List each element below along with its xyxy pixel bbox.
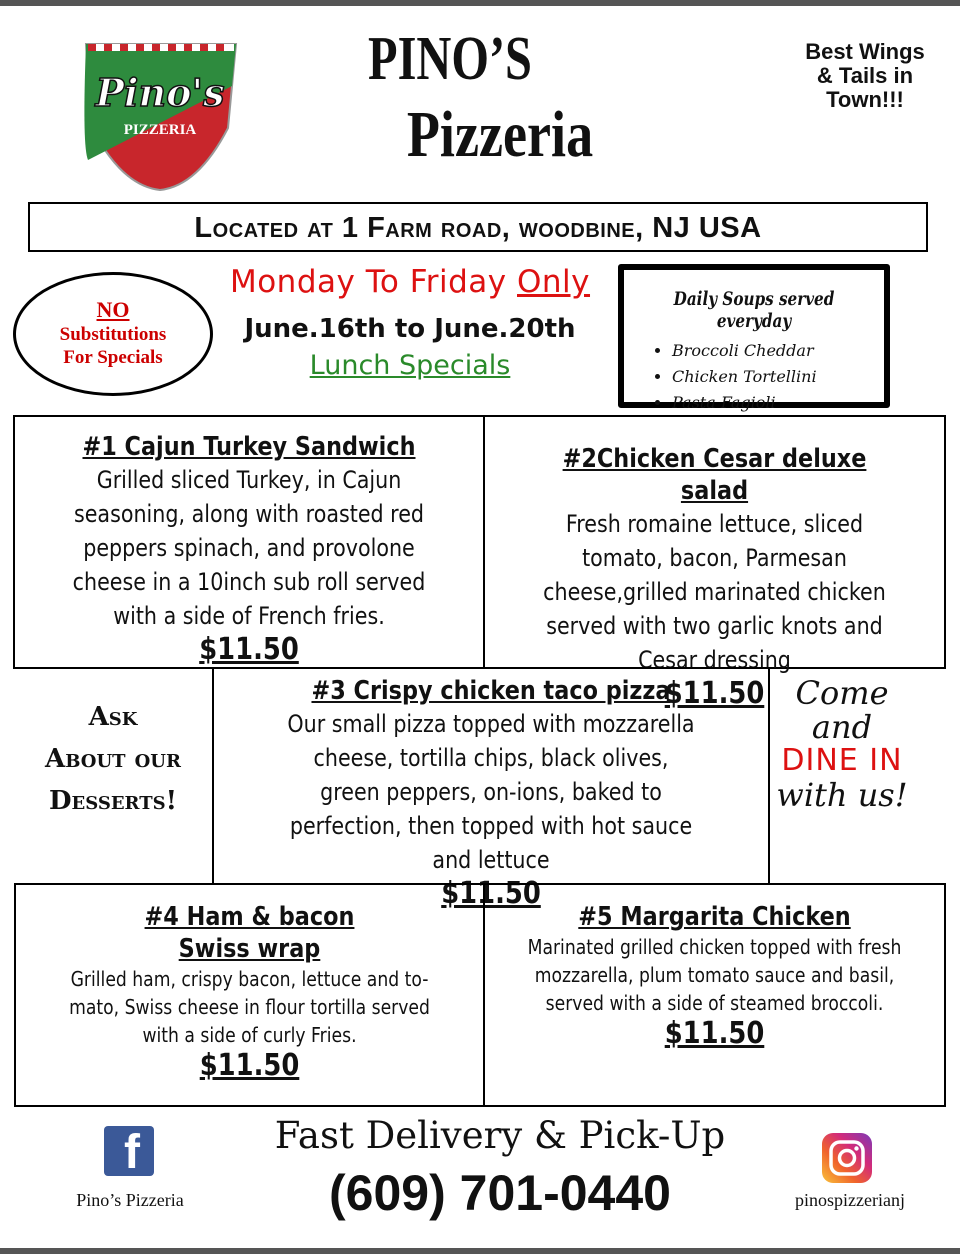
- special-price: $11.50: [664, 676, 765, 711]
- best-wings-tagline: Best Wings & Tails in Town!!!: [805, 39, 925, 112]
- special-title: #2Chicken Cesar deluxe salad: [562, 444, 867, 506]
- days-label: [220, 264, 600, 300]
- pinos-logo: [78, 36, 243, 192]
- special-description: Marinated grilled chicken topped with fresh mozzarella, plum tomato sauce and basil, served with a side of steamed broccoli.: [527, 935, 902, 1015]
- come-line: and: [811, 708, 873, 746]
- special-5-box: [483, 883, 946, 1107]
- come-line: with us!: [776, 776, 908, 814]
- special-price: $11.50: [664, 1016, 765, 1051]
- special-price: $11.50: [199, 632, 299, 667]
- special-3-box: [212, 667, 770, 911]
- ask-line: About our: [45, 744, 181, 774]
- come-dine-in: [772, 676, 912, 812]
- special-price: $11.50: [441, 876, 541, 911]
- bottom-border: [0, 1248, 960, 1254]
- top-border: [0, 0, 960, 6]
- facebook-name[interactable]: Pino’s Pizzeria: [76, 1190, 184, 1210]
- special-description: Our small pizza topped with mozzarella cheese, tortilla chips, black olives, green peppers, on-ions, baked to perfection, then topped with hot sauce and lettuce: [287, 710, 695, 874]
- soups-list: [624, 338, 884, 416]
- special-title: #3 Crispy chicken taco pizza: [311, 676, 671, 706]
- soup-item: • Chicken Tortellini: [672, 364, 884, 390]
- instagram-icon[interactable]: [822, 1133, 872, 1183]
- soups-heading: Daily Soups served everyday: [673, 288, 835, 332]
- special-price: $11.50: [199, 1048, 300, 1083]
- special-description: Grilled ham, crispy bacon, lettuce and to-mato, Swiss cheese in flour tortilla served with a side of curly Fries.: [69, 967, 430, 1047]
- special-4-box: [14, 883, 485, 1107]
- days-only: Only: [517, 264, 591, 300]
- delivery-label: Fast Delivery & Pick-Up: [274, 1114, 726, 1157]
- special-description: Grilled sliced Turkey, in Cajun seasoning, along with roasted red peppers spinach, and provolone cheese in a 10inch sub roll served with a side of French fries.: [72, 466, 426, 630]
- daily-soups-box: [618, 264, 890, 412]
- lunch-specials-label: Lunch Specials: [309, 350, 511, 381]
- dine-in-label: DINE IN: [781, 743, 903, 778]
- special-title: #5 Margarita Chicken: [578, 902, 851, 932]
- days-prefix: Monday To Friday: [229, 264, 517, 300]
- no-substitutions-oval: [13, 272, 213, 396]
- ask-about-desserts: [22, 696, 204, 822]
- soup-item: • Broccoli Cheddar: [672, 338, 884, 364]
- phone-number[interactable]: (609) 701-0440: [329, 1165, 671, 1221]
- ask-line: Desserts!: [48, 786, 178, 816]
- page-title-line1: PINO’S: [368, 25, 532, 93]
- special-description: Fresh romaine lettuce, sliced tomato, bacon, Parmesan cheese,grilled marinated chicken served with two garlic knots and Cesar dressing: [543, 510, 886, 674]
- for-specials-label: For Specials: [63, 347, 163, 368]
- ask-line: Ask: [88, 702, 138, 732]
- special-title: #4 Ham & bacon Swiss wrap: [144, 902, 355, 964]
- soup-item: • Pasta Fagioli: [672, 390, 884, 416]
- no-label: NO: [96, 297, 130, 322]
- logo-subtext: PIZZERIA: [123, 122, 197, 138]
- page-title-line2: Pizzeria: [406, 98, 594, 171]
- facebook-letter: f: [124, 1126, 140, 1179]
- location-banner: Located at 1 Farm road, woodbine, NJ USA: [28, 202, 928, 252]
- come-line: Come: [795, 674, 889, 712]
- logo-text: Pino's: [95, 70, 225, 115]
- substitutions-label: Substitutions: [59, 324, 167, 345]
- facebook-icon[interactable]: [104, 1126, 154, 1179]
- instagram-name[interactable]: pinospizzerianj: [795, 1190, 905, 1210]
- special-1-box: [13, 415, 485, 669]
- date-range: June.16th to June.20th: [244, 314, 576, 344]
- special-title: #1 Cajun Turkey Sandwich: [82, 432, 416, 462]
